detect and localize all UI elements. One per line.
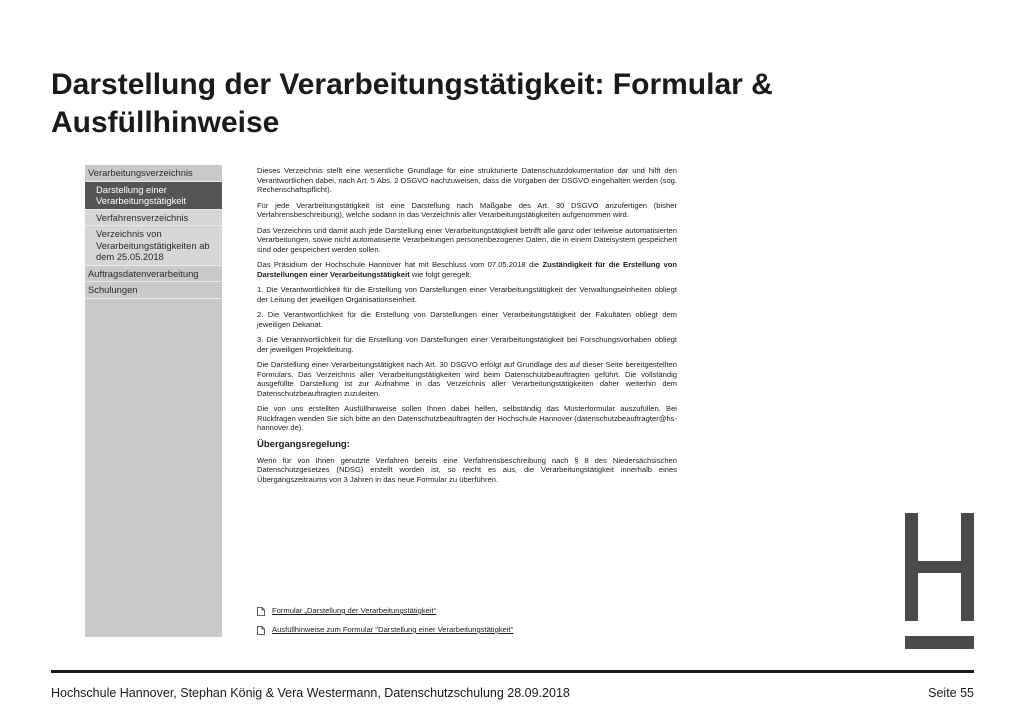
paragraph: Das Verzeichnis und damit auch jede Darstellung einer Verarbeitungstätigkeit betrifft alle ganz oder teilweise automatisierten Verarbeitungen, sowie nicht automatisierte Verarbeitungen personenbezogener Daten, die in einem Dateisystem gespeichert sind oder gespeichert werden sollen.	[257, 225, 677, 254]
sidebar-item-label: Verarbeitungsverzeichnis	[88, 167, 193, 178]
paragraph: Dieses Verzeichnis stellt eine wesentliche Grundlage für eine strukturierte Datenschutzdokumentation dar und hilft den Verantwortlichen dabei, nach Art. 5 Abs. 2 DSGVO nachzuweisen, dass die Vorgaben der DSGVO eingehalten werden (sog. Rechenschaftspflicht).	[257, 166, 677, 194]
footer-divider	[51, 670, 974, 673]
paragraph: 3. Die Verantwortlichkeit für die Erstellung von Darstellungen einer Verarbeitungstätigkeit bei Forschungsvorhaben obliegt der jeweiligen Projektleitung.	[257, 335, 677, 354]
sidebar-item-auftragsdatenverarbeitung[interactable]	[85, 266, 222, 283]
sidebar-item-darstellung[interactable]	[85, 182, 222, 210]
sidebar-item-verarbeitungsverzeichnis[interactable]	[85, 165, 222, 182]
sidebar-item-label: Schulungen	[88, 284, 138, 295]
bold-text: Zuständigkeit für die Erstellung von Darstellungen einer Verarbeitungstätigkeit	[257, 260, 677, 279]
paragraph: Wenn für von Ihnen genutzte Verfahren bereits eine Verfahrensbeschreibung nach § 8 des Niedersächsischen Datenschutzgesetzes (NDSG) erstellt worden ist, so reicht es aus, die Verarbeitungstätigkeit innerhalb eines Übergangszeitraums von 3 Jahren in das neue Formular zu überführen.	[257, 455, 677, 484]
paragraph: 1. Die Verantwortlichkeit für die Erstellung von Darstellungen einer Verarbeitungstätigkeit der Verwaltungseinheiten obliegt der Leitung der jeweiligen Organisationseinheit.	[257, 285, 677, 304]
hochschule-logo	[905, 513, 974, 653]
page-number: Seite 55	[928, 686, 974, 700]
document-icon	[257, 626, 265, 635]
link-label: Ausfüllhinweise zum Formular "Darstellung einer Verarbeitungstätigkeit"	[272, 625, 514, 634]
sidebar-item-label: Verzeichnis von Verarbeitungstätigkeiten ab dem 25.05.2018	[96, 228, 210, 262]
sidebar-item-label: Auftragsdatenverarbeitung	[88, 267, 199, 279]
sidebar-item-label: Verfahrensverzeichnis	[96, 211, 189, 223]
sidebar-item-verfahrensverzeichnis[interactable]	[85, 210, 222, 227]
footer-text: Hochschule Hannover, Stephan König & Vera Westermann, Datenschutzschulung 28.09.2018	[51, 686, 570, 700]
page-content	[257, 166, 677, 490]
sidebar-item-verzeichnis-ab-2018[interactable]	[85, 226, 222, 266]
text-segment: Das Präsidium der Hochschule Hannover hat mit Beschluss vom 07.05.2018 die	[257, 260, 543, 269]
sidebar-item-label: Darstellung einer Verarbeitungstätigkeit	[96, 183, 187, 206]
text-segment: wie folgt geregelt:	[409, 269, 472, 279]
form-download-link[interactable]	[257, 606, 436, 616]
slide-title: Darstellung der Verarbeitungstätigkeit: Formular & Ausfüllhinweise	[51, 68, 773, 139]
paragraph: 2. Die Verantwortlichkeit für die Erstellung von Darstellungen einer Verarbeitungstätigkeit der Fakultäten obliegt dem jeweiligen Dekanat.	[257, 310, 677, 329]
section-heading: Übergangsregelung:	[257, 438, 350, 450]
document-icon	[257, 607, 265, 616]
paragraph	[257, 260, 677, 279]
sidebar-nav	[85, 165, 222, 637]
sidebar-item-schulungen[interactable]	[85, 282, 222, 299]
paragraph: Für jede Verarbeitungstätigkeit ist eine Darstellung nach Maßgabe des Art. 30 DSGVO anzufertigen (bisher Verfahrensbeschreibung), welche sodann in das Verzeichnis aller Verarbeitungstätigkeiten aufgenommen wird.	[257, 200, 677, 219]
paragraph: Die Darstellung einer Verarbeitungstätigkeit nach Art. 30 DSGVO erfolgt auf Grundlage des auf dieser Seite bereitgestellten Formulars. Das Verzeichnis aller Verarbeitungstätigkeiten wird beim Datenschutzbeauftragten geführt. Die vollständig ausgefüllte Darstellung ist zur Aufnahme in das Verzeichnis aller Verarbeitungstätigkeiten daher weiterhin dem Datenschutzbeauftragten zuzuleiten.	[257, 360, 677, 398]
paragraph: Die von uns erstellten Ausfüllhinweise sollen Ihnen dabei helfen, selbständig das Musterformular auszufüllen. Bei Rückfragen wenden Sie sich bitte an den Datenschutzbeauftragten der Hochschule Hannover (datenschutzbeauftragter@hs-hannover.de).	[257, 404, 677, 432]
hints-download-link[interactable]	[257, 625, 513, 635]
link-label: Formular „Darstellung der Verarbeitungstätigkeit“	[272, 606, 437, 615]
